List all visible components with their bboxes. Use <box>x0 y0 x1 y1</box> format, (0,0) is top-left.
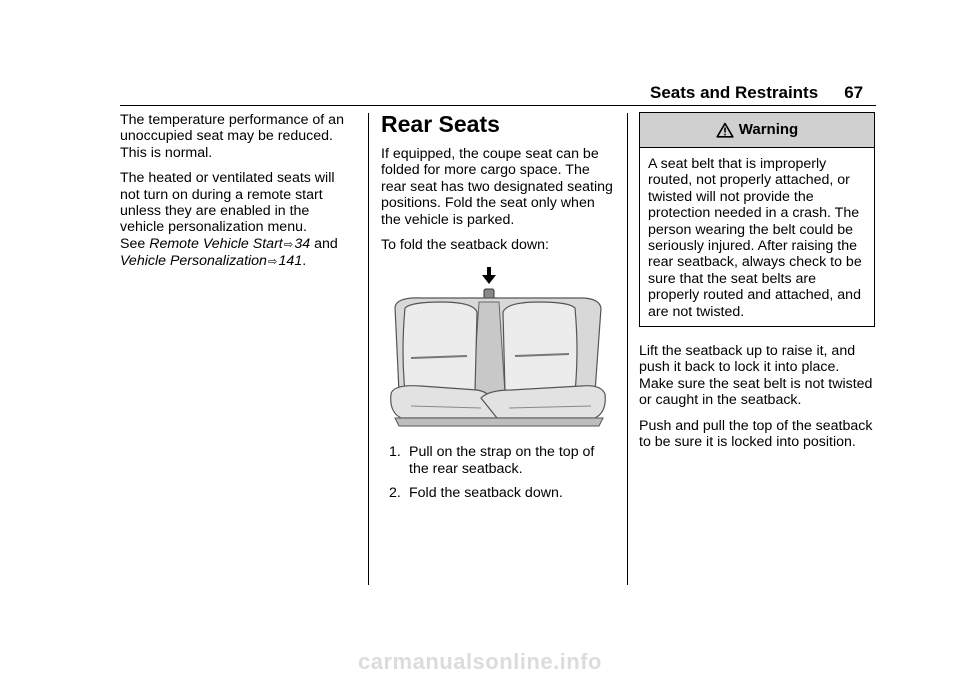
page-ref-icon: ⇨ <box>283 238 294 251</box>
paragraph-push-pull: Push and pull the top of the seatback to be sure it is locked into position. <box>639 417 873 451</box>
link-vehicle-personalization[interactable]: Vehicle Personalization ⇨ 141 <box>120 253 303 270</box>
link-remote-vehicle-start[interactable]: Remote Vehicle Start ⇨ 34 <box>149 235 311 252</box>
step-number: 1. <box>389 444 401 461</box>
list-item <box>381 444 615 477</box>
page-ref-icon: ⇨ <box>268 256 278 269</box>
rear-seat-drawing <box>381 262 615 432</box>
column-3 <box>639 112 875 460</box>
list-item <box>381 485 615 501</box>
step-text: Fold the seatback down. <box>409 485 563 502</box>
rear-seat-illustration <box>381 262 615 432</box>
paragraph-temperature: The temperature performance of an unoccupied seat may be reduced. This is normal. <box>120 112 344 161</box>
fold-steps-list <box>381 444 615 501</box>
step-number: 2. <box>389 485 401 502</box>
paragraph-remote-start: The heated or ventilated seats will not turn on during a remote start unless they are enabled in the vehicle personalization menu. See Remote Vehicle Start ⇨ 34 and Vehicle Personalization ⇨ 141. <box>120 170 338 270</box>
warning-header <box>640 113 874 148</box>
warning-box <box>639 112 875 327</box>
column-divider-2 <box>627 113 628 585</box>
warning-text: A seat belt that is improperly routed, not properly attached, or twisted will not provide the protection needed in a crash. The person wearing the belt could be seriously injured. After raising the rear seatback, always check to be sure that the seat belts are properly routed and attached, and are not twisted. <box>648 156 862 320</box>
watermark-text: carmanualsonline.info <box>358 649 602 674</box>
section-title: Seats and Restraints <box>650 83 819 102</box>
paragraph-lift-seatback: Lift the seatback up to raise it, and push it back to lock it into place. Make sure the seat belt is not twisted or caught in the seatback. <box>639 343 873 409</box>
page-number: 67 <box>844 83 864 102</box>
column-divider-1 <box>368 113 369 585</box>
page-header <box>650 83 875 103</box>
header-rule <box>120 105 876 106</box>
paragraph-fold-instruction: To fold the seatback down: <box>381 237 549 254</box>
column-1 <box>120 112 356 280</box>
warning-triangle-icon <box>716 122 734 138</box>
column-2 <box>381 112 615 510</box>
section-heading: Rear Seats <box>381 111 500 137</box>
warning-title: Warning <box>738 120 799 138</box>
paragraph-intro: If equipped, the coupe seat can be folded for more cargo space. The rear seat has two designated seating positions. Fold the seat only when the vehicle is parked. <box>381 146 613 228</box>
step-text: Pull on the strap on the top of the rear seatback. <box>409 444 595 477</box>
strap-arrow-icon <box>482 267 496 284</box>
